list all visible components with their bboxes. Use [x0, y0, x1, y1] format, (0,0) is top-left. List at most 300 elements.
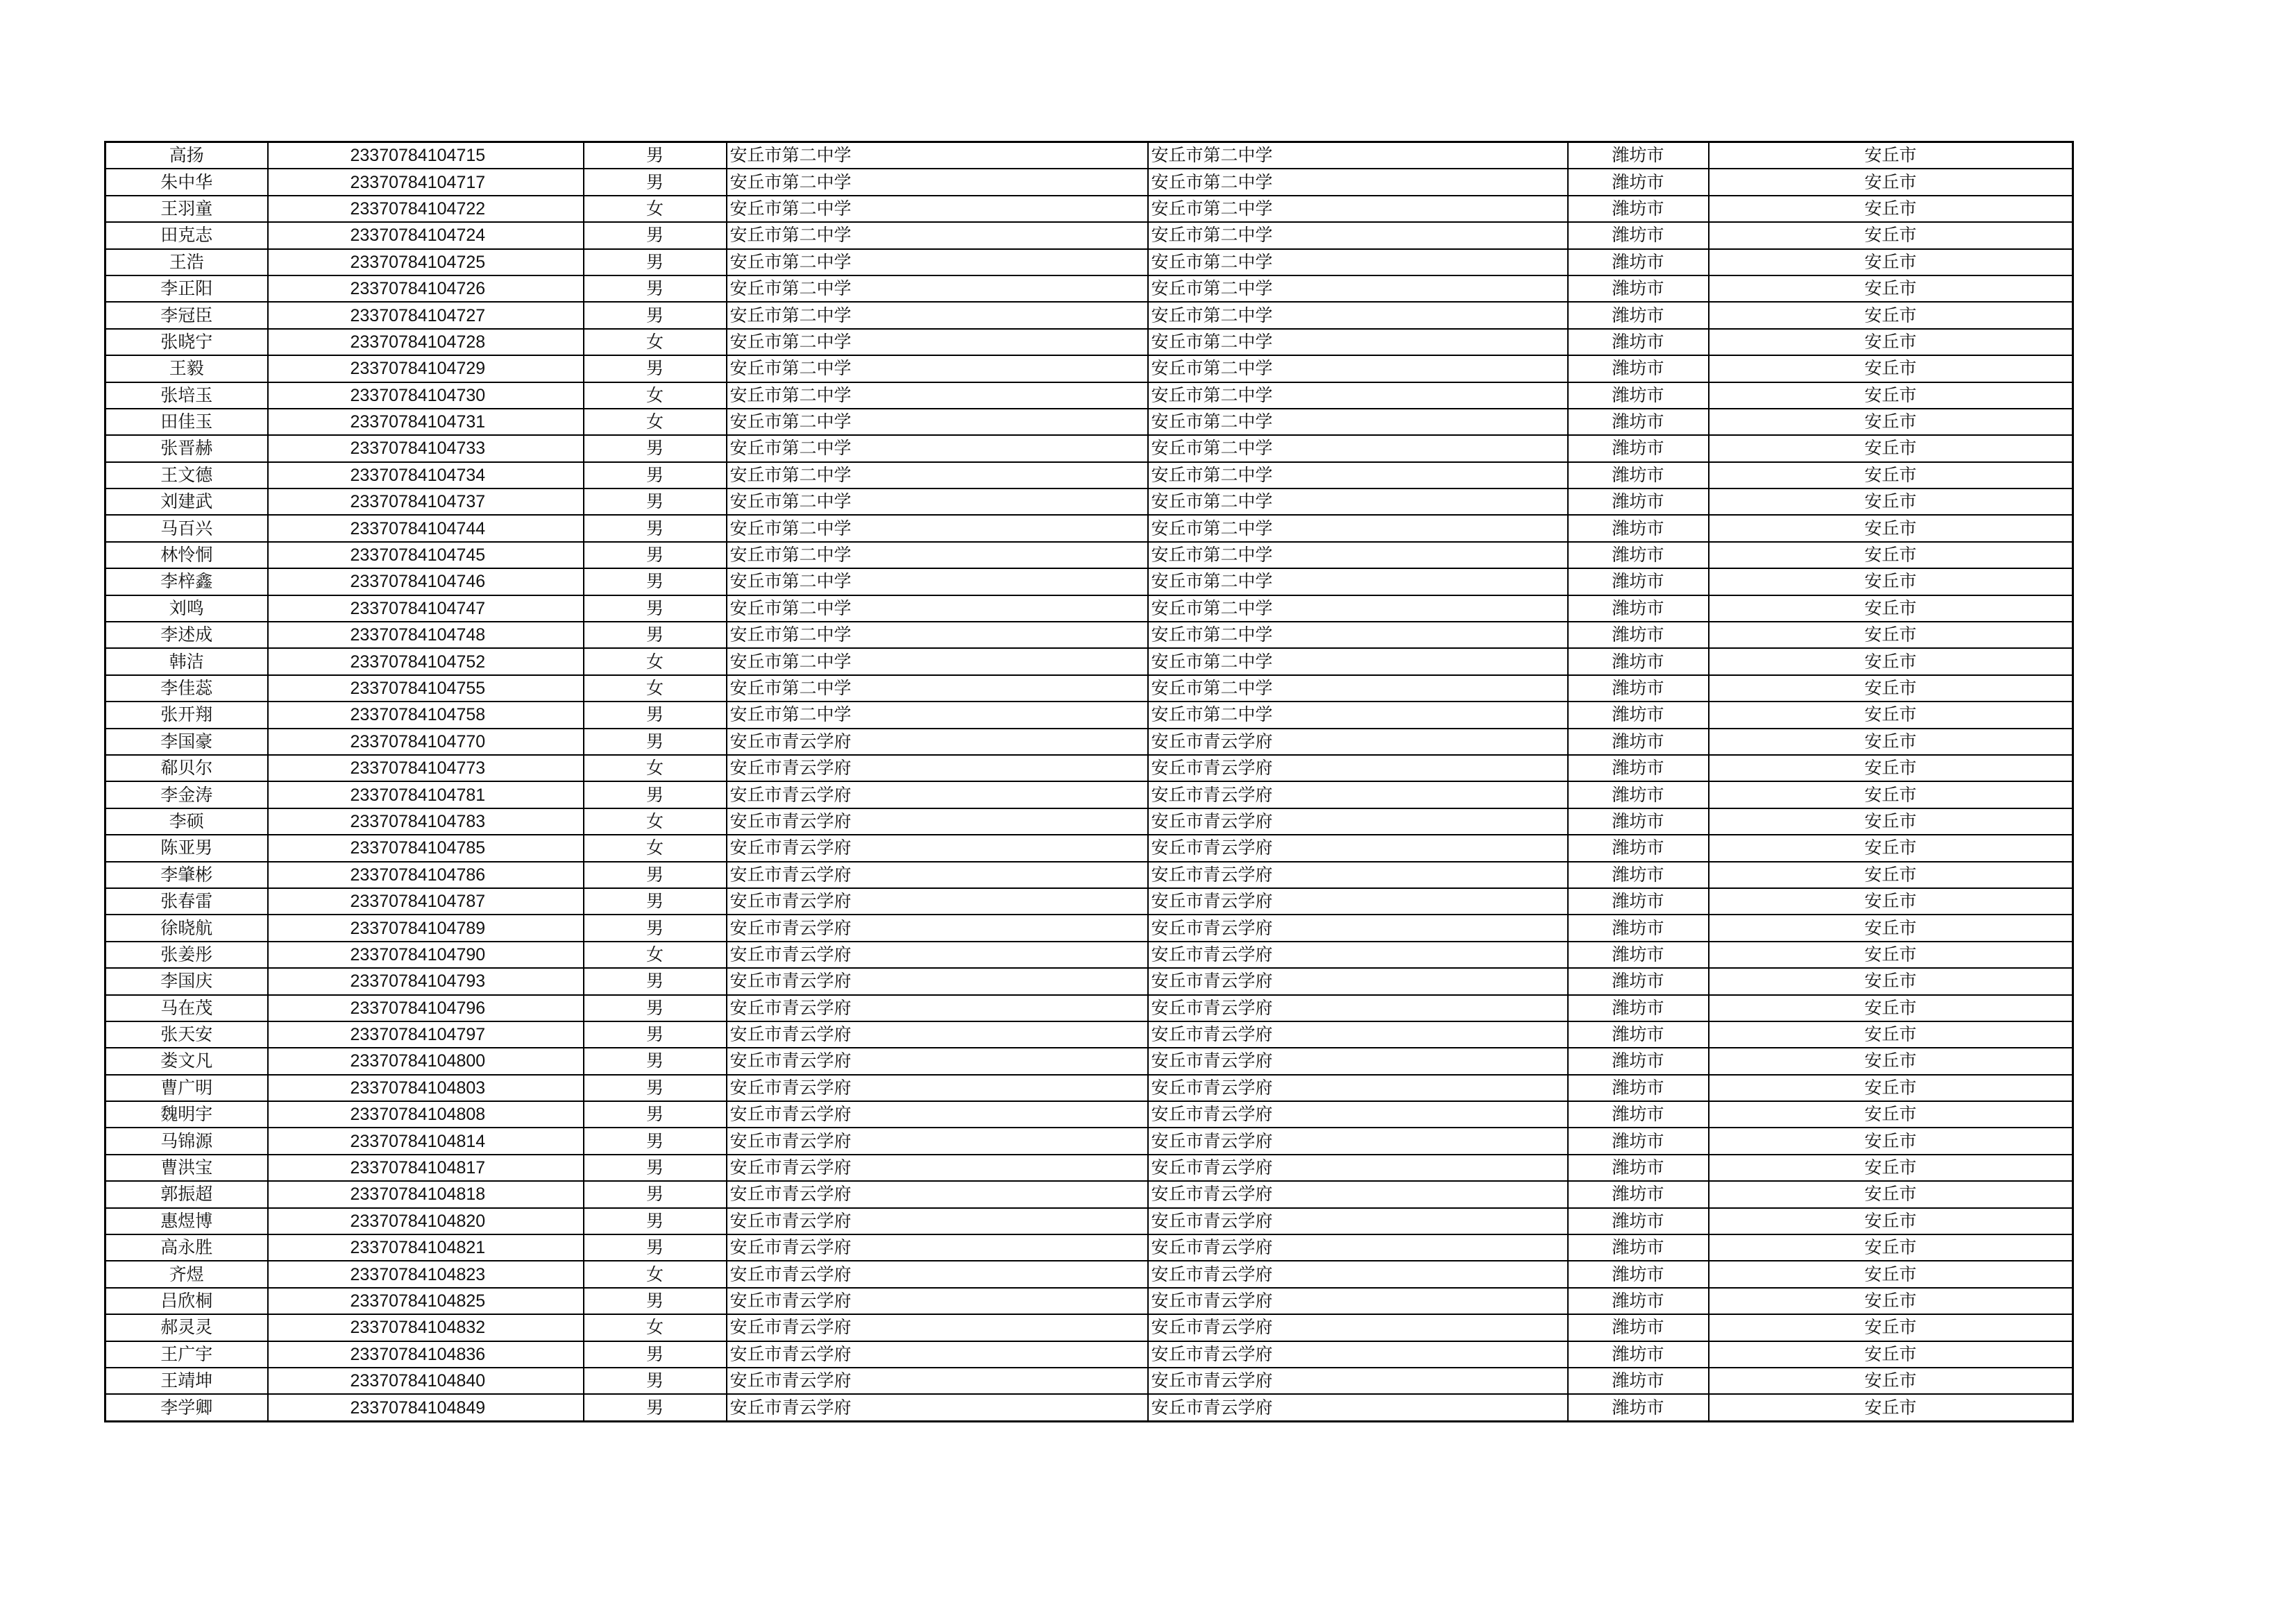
cell-name: 王羽童 — [105, 196, 268, 222]
table-row — [105, 462, 2073, 488]
cell-school: 安丘市第二中学 — [727, 675, 1148, 702]
cell-county: 安丘市 — [1709, 355, 2073, 382]
cell-school: 安丘市青云学府 — [727, 1021, 1148, 1048]
cell-school: 安丘市青云学府 — [727, 968, 1148, 994]
cell-school-2: 安丘市第二中学 — [1148, 169, 1568, 195]
cell-gender: 男 — [584, 355, 727, 382]
cell-gender: 男 — [584, 915, 727, 941]
cell-exam-id: 23370784104733 — [268, 435, 584, 461]
table-row — [105, 1101, 2073, 1128]
cell-exam-id: 23370784104818 — [268, 1181, 584, 1207]
table-row — [105, 435, 2073, 461]
cell-name: 田克志 — [105, 222, 268, 248]
cell-exam-id: 23370784104803 — [268, 1075, 584, 1101]
cell-school-2: 安丘市青云学府 — [1148, 968, 1568, 994]
cell-exam-id: 23370784104836 — [268, 1341, 584, 1368]
cell-school-2: 安丘市第二中学 — [1148, 222, 1568, 248]
cell-gender: 男 — [584, 1021, 727, 1048]
cell-exam-id: 23370784104758 — [268, 702, 584, 728]
cell-name: 朱中华 — [105, 169, 268, 195]
cell-name: 张春雷 — [105, 888, 268, 915]
cell-city: 潍坊市 — [1568, 755, 1709, 781]
cell-name: 齐煜 — [105, 1261, 268, 1287]
cell-name: 曹广明 — [105, 1075, 268, 1101]
cell-gender: 男 — [584, 302, 727, 328]
cell-name: 李金涛 — [105, 781, 268, 808]
cell-gender: 男 — [584, 995, 727, 1021]
cell-gender: 男 — [584, 222, 727, 248]
cell-school: 安丘市第二中学 — [727, 622, 1148, 648]
cell-gender: 男 — [584, 568, 727, 595]
cell-gender: 男 — [584, 595, 727, 622]
cell-school: 安丘市青云学府 — [727, 915, 1148, 941]
cell-exam-id: 23370784104796 — [268, 995, 584, 1021]
cell-gender: 男 — [584, 1128, 727, 1154]
cell-county: 安丘市 — [1709, 702, 2073, 728]
cell-county: 安丘市 — [1709, 648, 2073, 674]
cell-gender: 男 — [584, 142, 727, 169]
cell-county: 安丘市 — [1709, 1075, 2073, 1101]
cell-gender: 女 — [584, 648, 727, 674]
cell-county: 安丘市 — [1709, 1261, 2073, 1287]
cell-city: 潍坊市 — [1568, 595, 1709, 622]
cell-county: 安丘市 — [1709, 542, 2073, 568]
table-row — [105, 1288, 2073, 1314]
cell-city: 潍坊市 — [1568, 462, 1709, 488]
cell-school-2: 安丘市青云学府 — [1148, 1234, 1568, 1261]
cell-county: 安丘市 — [1709, 675, 2073, 702]
cell-school: 安丘市第二中学 — [727, 382, 1148, 409]
cell-city: 潍坊市 — [1568, 515, 1709, 541]
table-row — [105, 702, 2073, 728]
cell-city: 潍坊市 — [1568, 1234, 1709, 1261]
cell-county: 安丘市 — [1709, 968, 2073, 994]
cell-exam-id: 23370784104840 — [268, 1368, 584, 1394]
table-row — [105, 329, 2073, 355]
cell-school: 安丘市第二中学 — [727, 515, 1148, 541]
cell-city: 潍坊市 — [1568, 1075, 1709, 1101]
cell-school: 安丘市青云学府 — [727, 755, 1148, 781]
table-row — [105, 648, 2073, 674]
cell-school-2: 安丘市青云学府 — [1148, 1341, 1568, 1368]
cell-name: 刘建武 — [105, 488, 268, 515]
cell-name: 徐晓航 — [105, 915, 268, 941]
cell-gender: 男 — [584, 968, 727, 994]
cell-gender: 女 — [584, 1261, 727, 1287]
cell-county: 安丘市 — [1709, 1368, 2073, 1394]
cell-city: 潍坊市 — [1568, 568, 1709, 595]
table-row — [105, 808, 2073, 835]
cell-exam-id: 23370784104726 — [268, 275, 584, 302]
cell-school: 安丘市青云学府 — [727, 1261, 1148, 1287]
cell-school: 安丘市青云学府 — [727, 781, 1148, 808]
cell-city: 潍坊市 — [1568, 1048, 1709, 1074]
cell-gender: 男 — [584, 1075, 727, 1101]
cell-gender: 男 — [584, 275, 727, 302]
cell-name: 李正阳 — [105, 275, 268, 302]
cell-exam-id: 23370784104724 — [268, 222, 584, 248]
cell-exam-id: 23370784104717 — [268, 169, 584, 195]
cell-name: 陈亚男 — [105, 835, 268, 861]
cell-school-2: 安丘市第二中学 — [1148, 622, 1568, 648]
cell-school: 安丘市第二中学 — [727, 329, 1148, 355]
table-row — [105, 1341, 2073, 1368]
cell-exam-id: 23370784104752 — [268, 648, 584, 674]
cell-school: 安丘市青云学府 — [727, 1208, 1148, 1234]
cell-county: 安丘市 — [1709, 1234, 2073, 1261]
cell-name: 王靖坤 — [105, 1368, 268, 1394]
cell-exam-id: 23370784104773 — [268, 755, 584, 781]
cell-county: 安丘市 — [1709, 1394, 2073, 1421]
cell-school: 安丘市第二中学 — [727, 355, 1148, 382]
table-row — [105, 1234, 2073, 1261]
cell-school: 安丘市青云学府 — [727, 1394, 1148, 1421]
roster-table — [104, 141, 2074, 1422]
cell-city: 潍坊市 — [1568, 249, 1709, 275]
cell-school-2: 安丘市第二中学 — [1148, 329, 1568, 355]
cell-school-2: 安丘市青云学府 — [1148, 1101, 1568, 1128]
cell-county: 安丘市 — [1709, 409, 2073, 435]
cell-gender: 女 — [584, 196, 727, 222]
cell-school: 安丘市青云学府 — [727, 995, 1148, 1021]
cell-school: 安丘市第二中学 — [727, 196, 1148, 222]
cell-school-2: 安丘市青云学府 — [1148, 1261, 1568, 1287]
cell-school-2: 安丘市第二中学 — [1148, 196, 1568, 222]
cell-school-2: 安丘市青云学府 — [1148, 755, 1568, 781]
table-row — [105, 1261, 2073, 1287]
cell-gender: 男 — [584, 1208, 727, 1234]
table-row — [105, 1128, 2073, 1154]
cell-school-2: 安丘市第二中学 — [1148, 302, 1568, 328]
cell-school: 安丘市青云学府 — [727, 1128, 1148, 1154]
cell-exam-id: 23370784104783 — [268, 808, 584, 835]
cell-county: 安丘市 — [1709, 1181, 2073, 1207]
cell-county: 安丘市 — [1709, 1128, 2073, 1154]
cell-name: 李梓鑫 — [105, 568, 268, 595]
table-row — [105, 568, 2073, 595]
cell-school: 安丘市青云学府 — [727, 1075, 1148, 1101]
cell-exam-id: 23370784104722 — [268, 196, 584, 222]
cell-county: 安丘市 — [1709, 515, 2073, 541]
cell-name: 韩洁 — [105, 648, 268, 674]
cell-city: 潍坊市 — [1568, 435, 1709, 461]
cell-school-2: 安丘市青云学府 — [1148, 995, 1568, 1021]
cell-school: 安丘市第二中学 — [727, 595, 1148, 622]
cell-gender: 男 — [584, 1181, 727, 1207]
cell-county: 安丘市 — [1709, 622, 2073, 648]
cell-gender: 男 — [584, 462, 727, 488]
cell-county: 安丘市 — [1709, 435, 2073, 461]
cell-school: 安丘市青云学府 — [727, 729, 1148, 755]
table-row — [105, 488, 2073, 515]
cell-gender: 男 — [584, 1101, 727, 1128]
cell-name: 刘鸣 — [105, 595, 268, 622]
cell-city: 潍坊市 — [1568, 648, 1709, 674]
cell-city: 潍坊市 — [1568, 302, 1709, 328]
cell-city: 潍坊市 — [1568, 1341, 1709, 1368]
cell-city: 潍坊市 — [1568, 968, 1709, 994]
cell-exam-id: 23370784104797 — [268, 1021, 584, 1048]
cell-gender: 男 — [584, 1288, 727, 1314]
cell-exam-id: 23370784104786 — [268, 862, 584, 888]
cell-school-2: 安丘市第二中学 — [1148, 542, 1568, 568]
cell-exam-id: 23370784104748 — [268, 622, 584, 648]
cell-school-2: 安丘市青云学府 — [1148, 1128, 1568, 1154]
cell-name: 张天安 — [105, 1021, 268, 1048]
cell-county: 安丘市 — [1709, 595, 2073, 622]
cell-school: 安丘市青云学府 — [727, 888, 1148, 915]
cell-exam-id: 23370784104737 — [268, 488, 584, 515]
table-row — [105, 275, 2073, 302]
cell-gender: 男 — [584, 1234, 727, 1261]
table-row — [105, 222, 2073, 248]
table-row — [105, 1075, 2073, 1101]
cell-city: 潍坊市 — [1568, 1261, 1709, 1287]
cell-exam-id: 23370784104820 — [268, 1208, 584, 1234]
cell-name: 张姜彤 — [105, 942, 268, 968]
cell-school-2: 安丘市青云学府 — [1148, 1021, 1568, 1048]
cell-school: 安丘市第二中学 — [727, 142, 1148, 169]
cell-gender: 男 — [584, 702, 727, 728]
table-row — [105, 196, 2073, 222]
cell-name: 张培玉 — [105, 382, 268, 409]
cell-city: 潍坊市 — [1568, 1181, 1709, 1207]
cell-school-2: 安丘市青云学府 — [1148, 888, 1568, 915]
cell-gender: 男 — [584, 169, 727, 195]
cell-city: 潍坊市 — [1568, 1128, 1709, 1154]
cell-exam-id: 23370784104725 — [268, 249, 584, 275]
cell-gender: 男 — [584, 1155, 727, 1181]
cell-city: 潍坊市 — [1568, 1021, 1709, 1048]
cell-exam-id: 23370784104823 — [268, 1261, 584, 1287]
cell-school-2: 安丘市第二中学 — [1148, 462, 1568, 488]
cell-county: 安丘市 — [1709, 755, 2073, 781]
cell-name: 高永胜 — [105, 1234, 268, 1261]
cell-school-2: 安丘市青云学府 — [1148, 1181, 1568, 1207]
cell-exam-id: 23370784104825 — [268, 1288, 584, 1314]
cell-school: 安丘市第二中学 — [727, 275, 1148, 302]
cell-city: 潍坊市 — [1568, 729, 1709, 755]
cell-school-2: 安丘市第二中学 — [1148, 702, 1568, 728]
cell-county: 安丘市 — [1709, 382, 2073, 409]
cell-city: 潍坊市 — [1568, 942, 1709, 968]
cell-county: 安丘市 — [1709, 888, 2073, 915]
cell-school: 安丘市第二中学 — [727, 488, 1148, 515]
cell-school: 安丘市第二中学 — [727, 169, 1148, 195]
cell-school-2: 安丘市第二中学 — [1148, 568, 1568, 595]
cell-city: 潍坊市 — [1568, 142, 1709, 169]
cell-school: 安丘市青云学府 — [727, 1288, 1148, 1314]
cell-name: 王广宇 — [105, 1341, 268, 1368]
table-row — [105, 169, 2073, 195]
cell-exam-id: 23370784104785 — [268, 835, 584, 861]
cell-county: 安丘市 — [1709, 196, 2073, 222]
cell-name: 田佳玉 — [105, 409, 268, 435]
cell-school: 安丘市青云学府 — [727, 1101, 1148, 1128]
cell-city: 潍坊市 — [1568, 1394, 1709, 1421]
cell-school-2: 安丘市青云学府 — [1148, 1048, 1568, 1074]
cell-exam-id: 23370784104731 — [268, 409, 584, 435]
cell-gender: 女 — [584, 329, 727, 355]
cell-name: 吕欣桐 — [105, 1288, 268, 1314]
cell-gender: 男 — [584, 622, 727, 648]
cell-gender: 男 — [584, 542, 727, 568]
table-row — [105, 622, 2073, 648]
table-row — [105, 595, 2073, 622]
cell-school-2: 安丘市青云学府 — [1148, 781, 1568, 808]
cell-city: 潍坊市 — [1568, 781, 1709, 808]
cell-county: 安丘市 — [1709, 835, 2073, 861]
cell-city: 潍坊市 — [1568, 329, 1709, 355]
cell-school: 安丘市第二中学 — [727, 435, 1148, 461]
cell-gender: 女 — [584, 409, 727, 435]
cell-city: 潍坊市 — [1568, 622, 1709, 648]
cell-exam-id: 23370784104730 — [268, 382, 584, 409]
table-row — [105, 888, 2073, 915]
cell-exam-id: 23370784104746 — [268, 568, 584, 595]
roster-body — [105, 142, 2073, 1422]
cell-county: 安丘市 — [1709, 1288, 2073, 1314]
table-row — [105, 729, 2073, 755]
cell-exam-id: 23370784104849 — [268, 1394, 584, 1421]
table-row — [105, 1048, 2073, 1074]
cell-city: 潍坊市 — [1568, 222, 1709, 248]
cell-county: 安丘市 — [1709, 862, 2073, 888]
table-row — [105, 835, 2073, 861]
cell-name: 张晓宁 — [105, 329, 268, 355]
cell-city: 潍坊市 — [1568, 1208, 1709, 1234]
cell-gender: 女 — [584, 1314, 727, 1341]
cell-school: 安丘市青云学府 — [727, 862, 1148, 888]
table-row — [105, 1155, 2073, 1181]
cell-county: 安丘市 — [1709, 942, 2073, 968]
cell-county: 安丘市 — [1709, 302, 2073, 328]
cell-city: 潍坊市 — [1568, 196, 1709, 222]
cell-school-2: 安丘市第二中学 — [1148, 355, 1568, 382]
cell-gender: 男 — [584, 1368, 727, 1394]
cell-name: 马在茂 — [105, 995, 268, 1021]
cell-exam-id: 23370784104817 — [268, 1155, 584, 1181]
cell-county: 安丘市 — [1709, 1048, 2073, 1074]
cell-school: 安丘市青云学府 — [727, 835, 1148, 861]
cell-school: 安丘市第二中学 — [727, 462, 1148, 488]
cell-exam-id: 23370784104800 — [268, 1048, 584, 1074]
cell-exam-id: 23370784104715 — [268, 142, 584, 169]
cell-name: 李硕 — [105, 808, 268, 835]
cell-name: 李冠臣 — [105, 302, 268, 328]
cell-gender: 男 — [584, 781, 727, 808]
cell-name: 李国豪 — [105, 729, 268, 755]
cell-school: 安丘市第二中学 — [727, 568, 1148, 595]
cell-name: 马锦源 — [105, 1128, 268, 1154]
cell-exam-id: 23370784104770 — [268, 729, 584, 755]
table-row — [105, 862, 2073, 888]
table-row — [105, 515, 2073, 541]
cell-school-2: 安丘市第二中学 — [1148, 275, 1568, 302]
cell-city: 潍坊市 — [1568, 169, 1709, 195]
cell-school-2: 安丘市第二中学 — [1148, 595, 1568, 622]
cell-city: 潍坊市 — [1568, 1368, 1709, 1394]
cell-gender: 女 — [584, 755, 727, 781]
cell-county: 安丘市 — [1709, 488, 2073, 515]
table-row — [105, 1181, 2073, 1207]
cell-exam-id: 23370784104808 — [268, 1101, 584, 1128]
cell-exam-id: 23370784104832 — [268, 1314, 584, 1341]
cell-school-2: 安丘市青云学府 — [1148, 1208, 1568, 1234]
cell-city: 潍坊市 — [1568, 888, 1709, 915]
cell-school-2: 安丘市青云学府 — [1148, 729, 1568, 755]
cell-county: 安丘市 — [1709, 781, 2073, 808]
cell-gender: 男 — [584, 1048, 727, 1074]
cell-county: 安丘市 — [1709, 1314, 2073, 1341]
cell-gender: 男 — [584, 435, 727, 461]
cell-school-2: 安丘市第二中学 — [1148, 515, 1568, 541]
cell-exam-id: 23370784104787 — [268, 888, 584, 915]
cell-city: 潍坊市 — [1568, 382, 1709, 409]
cell-exam-id: 23370784104747 — [268, 595, 584, 622]
cell-school-2: 安丘市第二中学 — [1148, 648, 1568, 674]
cell-school: 安丘市青云学府 — [727, 1181, 1148, 1207]
cell-city: 潍坊市 — [1568, 409, 1709, 435]
cell-city: 潍坊市 — [1568, 355, 1709, 382]
cell-gender: 男 — [584, 249, 727, 275]
cell-exam-id: 23370784104727 — [268, 302, 584, 328]
table-row — [105, 1208, 2073, 1234]
cell-name: 李述成 — [105, 622, 268, 648]
cell-county: 安丘市 — [1709, 915, 2073, 941]
cell-gender: 女 — [584, 808, 727, 835]
cell-school-2: 安丘市第二中学 — [1148, 488, 1568, 515]
cell-city: 潍坊市 — [1568, 1101, 1709, 1128]
cell-name: 魏明宇 — [105, 1101, 268, 1128]
table-row — [105, 968, 2073, 994]
cell-school-2: 安丘市青云学府 — [1148, 862, 1568, 888]
cell-name: 王文德 — [105, 462, 268, 488]
cell-exam-id: 23370784104734 — [268, 462, 584, 488]
table-row — [105, 915, 2073, 941]
table-row — [105, 781, 2073, 808]
table-row — [105, 942, 2073, 968]
cell-name: 郝灵灵 — [105, 1314, 268, 1341]
cell-city: 潍坊市 — [1568, 1155, 1709, 1181]
cell-gender: 女 — [584, 675, 727, 702]
cell-city: 潍坊市 — [1568, 995, 1709, 1021]
cell-name: 张晋赫 — [105, 435, 268, 461]
table-row — [105, 995, 2073, 1021]
cell-county: 安丘市 — [1709, 729, 2073, 755]
cell-name: 李学卿 — [105, 1394, 268, 1421]
table-row — [105, 1021, 2073, 1048]
cell-county: 安丘市 — [1709, 169, 2073, 195]
table-row — [105, 249, 2073, 275]
cell-school-2: 安丘市青云学府 — [1148, 1155, 1568, 1181]
cell-school: 安丘市青云学府 — [727, 808, 1148, 835]
table-row — [105, 1394, 2073, 1421]
cell-city: 潍坊市 — [1568, 542, 1709, 568]
cell-gender: 男 — [584, 515, 727, 541]
cell-city: 潍坊市 — [1568, 488, 1709, 515]
cell-name: 李佳蕊 — [105, 675, 268, 702]
cell-county: 安丘市 — [1709, 222, 2073, 248]
cell-school-2: 安丘市青云学府 — [1148, 915, 1568, 941]
cell-exam-id: 23370784104745 — [268, 542, 584, 568]
cell-school-2: 安丘市第二中学 — [1148, 142, 1568, 169]
cell-county: 安丘市 — [1709, 462, 2073, 488]
cell-school-2: 安丘市青云学府 — [1148, 1368, 1568, 1394]
cell-county: 安丘市 — [1709, 1021, 2073, 1048]
cell-gender: 女 — [584, 942, 727, 968]
cell-gender: 男 — [584, 862, 727, 888]
